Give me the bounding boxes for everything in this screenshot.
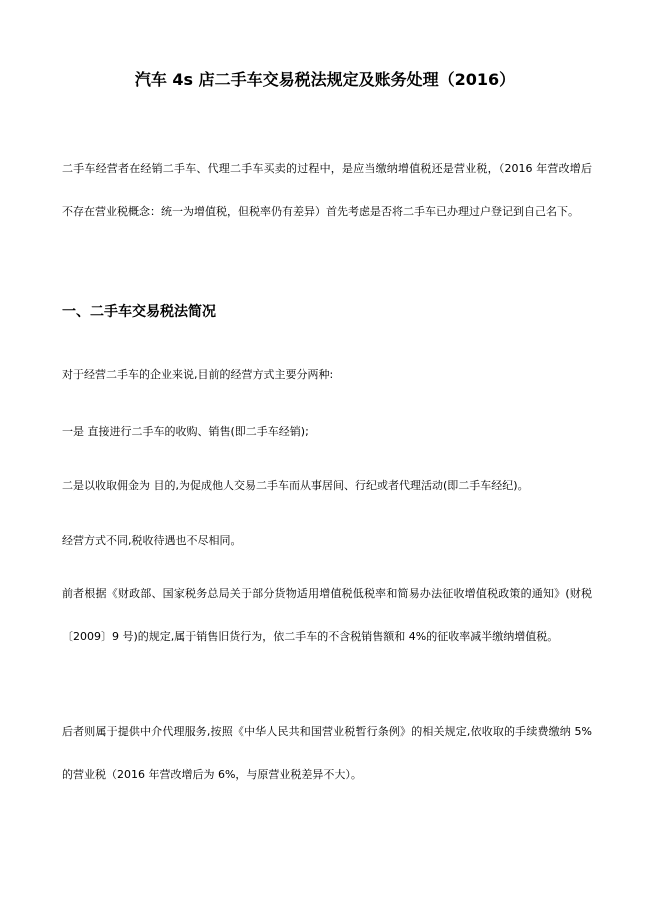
- section-heading: 一、二手车交易税法简况: [62, 304, 216, 320]
- intro-paragraph: 二手车经营者在经销二手车、代理二手车买卖的过程中，是应当缴纳增值税还是营业税，（2016 年营改增后不存在营业税概念：统一为增值税，但税率仍有差异）首先考虑是否将二手车已办理过户登记到自己名下。: [62, 162, 592, 218]
- paragraph-difference: 经营方式不同,税收待遇也不尽相同。: [62, 534, 242, 547]
- paragraph-mode-one: 一是 直接进行二手车的收购、销售(即二手车经销);: [62, 425, 309, 438]
- paragraph-modes: 对于经营二手车的企业来说,目前的经营方式主要分两种:: [62, 368, 334, 381]
- document-title: 汽车 4s 店二手车交易税法规定及账务处理（2016）: [134, 70, 516, 89]
- paragraph-mode-two: 二是以收取佣金为 目的,为促成他人交易二手车而从事居间、行纪或者代理活动(即二手车经纪)。: [62, 479, 529, 492]
- paragraph-latter: 后者则属于提供中介代理服务,按照《中华人民共和国营业税暂行条例》的相关规定,依收取的手续费缴纳 5%的营业税（2016 年营改增后为 6%，与原营业税差异不大）。: [62, 725, 592, 781]
- paragraph-former: 前者根据《财政部、国家税务总局关于部分货物适用增值税低税率和简易办法征收增值税政策的通知》(财税〔2009〕9 号)的规定,属于销售旧货行为，依二手车的不含税销售额和 4%的征收率减半缴纳增值税。: [62, 587, 592, 643]
